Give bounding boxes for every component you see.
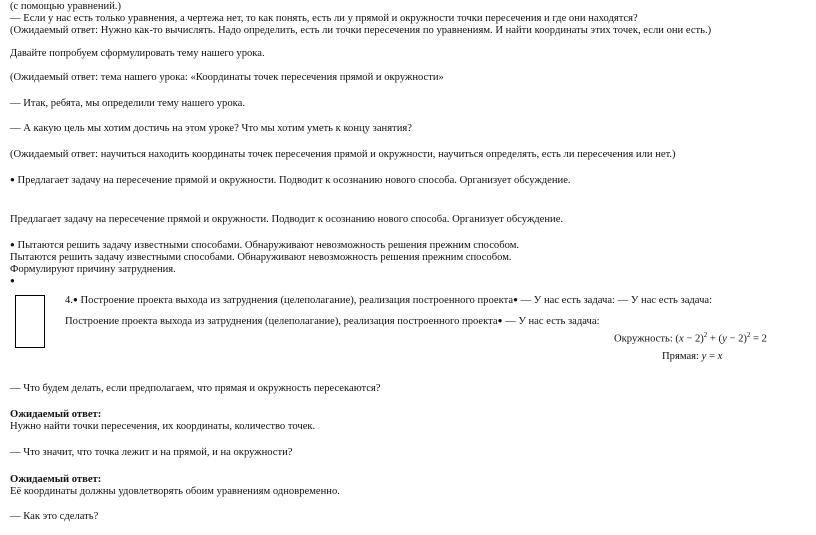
bullet-line <box>10 276 15 288</box>
text-line: Давайте попробуем сформулировать тему нашего урока. <box>10 48 265 59</box>
stage-number: 4. <box>65 295 73 306</box>
question-plan: — Что будем делать, если предполагаем, что прямая и окружность пересекаются? <box>10 383 381 394</box>
expected-answer: (Ожидаемый ответ: научиться находить координаты точек пересечения прямой и окружности, научиться определять, есть ли пересечения или нет.) <box>10 149 676 160</box>
task-intro: — У нас есть задача: — У нас есть задача: <box>520 295 713 306</box>
bullet-icon: ● <box>10 175 15 184</box>
student-activity <box>10 240 519 252</box>
expected-answer: (Ожидаемый ответ: Нужно как-то вычислять. Надо определить, есть ли точки пересечения по уравнениям. И найти координаты этих точек, если они есть.) <box>10 25 712 36</box>
student-activity-text: Пытаются решить задачу известными способами. Обнаруживают невозможность решения прежним способом. <box>17 240 520 251</box>
stage-heading <box>65 295 712 307</box>
teacher-activity: Предлагает задачу на пересечение прямой и окружности. Подводит к осознанию нового способа. Организует обсуждение. <box>10 214 564 225</box>
empty-box <box>15 295 45 348</box>
expected-answer: (Ожидаемый ответ: тема нашего урока: «Координаты точек пересечения прямой и окружности» <box>10 72 444 83</box>
student-activity: Формулируют причину затруднения. <box>10 264 176 275</box>
task-intro: — У нас есть задача: <box>505 316 600 327</box>
expected-answer-text: Её координаты должны удовлетворять обоим уравнениям одновременно. <box>10 486 340 497</box>
bullet-icon: ● <box>513 295 518 304</box>
expected-answer-text: Нужно найти точки пересечения, их координаты, количество точек. <box>10 421 316 432</box>
bullet-icon: ● <box>10 276 15 285</box>
question-goal: — А какую цель мы хотим достичь на этом уроке? Что мы хотим уметь к концу занятия? <box>10 123 412 134</box>
stage-heading <box>65 316 600 328</box>
bullet-icon: ● <box>497 316 503 325</box>
question-point: — Что значит, что точка лежит и на прямой, и на окружности? <box>10 447 293 458</box>
teacher-activity-text: Предлагает задачу на пересечение прямой и окружности. Подводит к осознанию нового способа. Организует обсуждение. <box>17 175 571 186</box>
bullet-icon: ● <box>10 240 15 249</box>
expected-answer-heading: Ожидаемый ответ: <box>10 474 102 485</box>
question-how: — Как это сделать? <box>10 511 99 522</box>
line-label: Прямая: <box>662 351 699 362</box>
question-intersection: — Если у нас есть только уравнения, а чертежа нет, то как понять, есть ли у прямой и окружности точки пересечения и где они находятся? <box>10 13 638 24</box>
student-activity: Пытаются решить задачу известными способами. Обнаруживают невозможность решения прежним способом. <box>10 252 512 263</box>
circle-equation: Окружность: $(x - 2)^2 + (y - 2)^2 = 2$ <box>614 331 767 345</box>
circle-label: Окружность: <box>614 333 673 345</box>
expected-answer-heading: Ожидаемый ответ: <box>10 409 102 420</box>
text-line: — Итак, ребята, мы определили тему нашего урока. <box>10 98 245 109</box>
bullet-icon: ● <box>72 295 78 304</box>
stage-title: Построение проекта выхода из затруднения (целеполагание), реализация построенного проекта <box>65 316 498 327</box>
line-equation: Прямая: y = x <box>662 351 723 362</box>
stage-title: Построение проекта выхода из затруднения (целеполагание), реализация построенного проекта <box>80 295 514 306</box>
text-line: (с помощью уравнений.) <box>10 1 122 12</box>
teacher-activity <box>10 175 571 187</box>
